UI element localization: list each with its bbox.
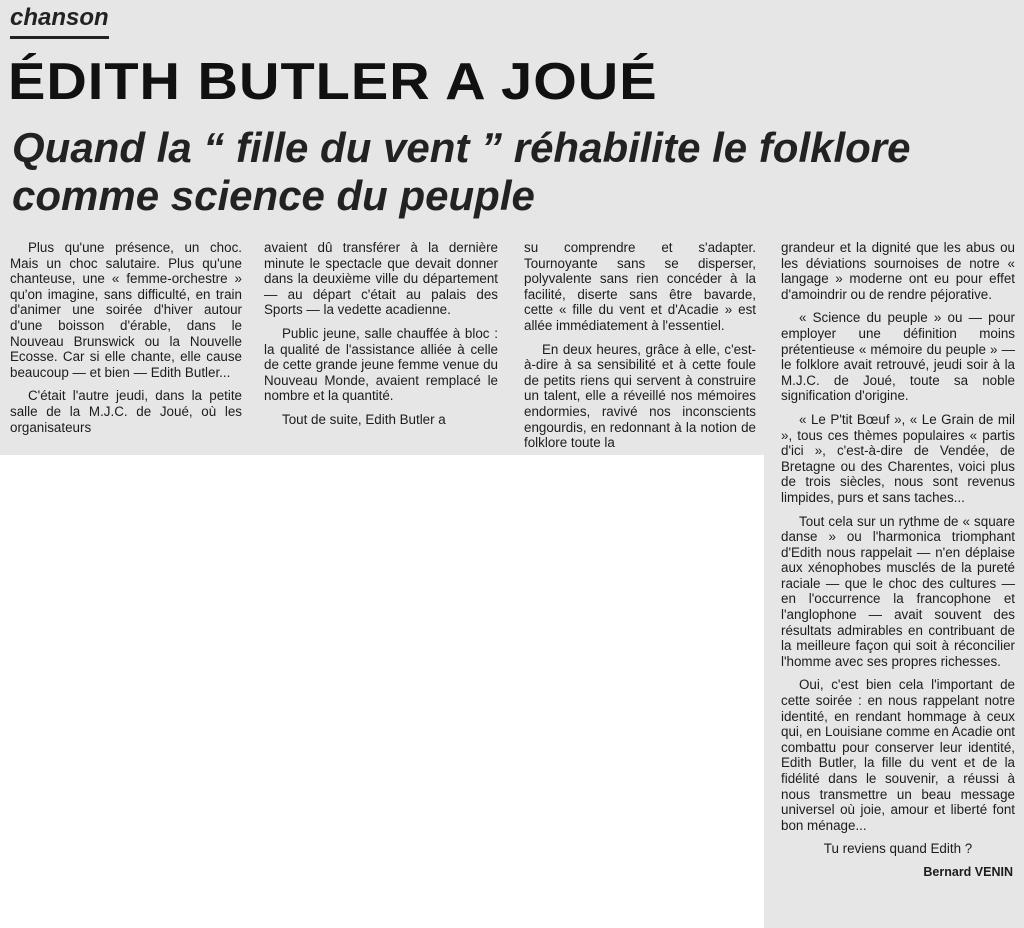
paragraph: su comprendre et s'adapter. Tournoyante sans se disperser, polyvalente sans rien concéder à la facilité, diserte sans être bavarde, cette « fille du vent et d'Acadie » est allée immédiatement à l'essentiel.: [524, 240, 756, 333]
article-column-4: [781, 240, 1015, 881]
paragraph: « Le P'tit Bœuf », « Le Grain de mil », tous ces thèmes populaires « partis d'ici », c'est-à-dire de Vendée, de Bretagne ou des Charentes, voici plus de trois siècles, nous sont revenus limpides, purs et sans taches...: [781, 411, 1015, 505]
paragraph: Tout cela sur un rythme de « square danse » ou l'harmonica triomphant d'Edith nous rappelait — n'en déplaise aux xénophobes musclés de la pureté raciale — que le choc des cultures — en l'occurrence la francophone et l'anglophone — avait souvent des résultats admirables en contribuant de la meilleure façon qui soit à réconcilier l'homme avec ses propres richesses.: [781, 513, 1015, 669]
closing-question: Tu reviens quand Edith ?: [823, 841, 973, 857]
paragraph: « Science du peuple » ou — pour employer une définition moins prétentieuse « mémoire du peuple » — le folklore avait retrouvé, jeudi soir à la M.J.C. de Joué, toute sa noble signification d'origine.: [781, 310, 1015, 404]
article-column-1: [10, 240, 242, 443]
subheadline: Quand la “ fille du vent ” réhabilite le folklore comme science du peuple: [12, 124, 911, 219]
article-column-3: [524, 240, 756, 459]
headline: ÉDITH BUTLER A JOUÉ: [8, 52, 658, 111]
paragraph: grandeur et la dignité que les abus ou les déviations sournoises de notre « langage » moderne ont eu pour effet d'amoindrir ou de rendre péjorative.: [781, 240, 1015, 302]
article-column-2: [264, 240, 498, 436]
paragraph: avaient dû transférer à la dernière minute le spectacle que devait donner dans la deuxième ville du département — au départ c'était au palais des Sports — la vedette acadienne.: [264, 240, 498, 318]
paragraph: Public jeune, salle chauffée à bloc : la qualité de l'assistance alliée à celle de cette grande jeune femme venue du Nouveau Monde, avaient remplacé le nombre et la quantité.: [264, 325, 498, 404]
paragraph: Plus qu'une présence, un choc. Mais un choc salutaire. Plus qu'une chanteuse, une « femme-orchestre » qu'on imagine, sans difficulté, en train d'animer une soirée d'hiver autour d'une boisson d'érable, dans le Nouveau Brunswick ou la Nouvelle Ecosse. Car si elle chante, elle cause beaucoup — et bien — Edith Butler...: [10, 240, 242, 380]
paragraph: Tout de suite, Edith Butler a: [282, 411, 446, 427]
paragraph: En deux heures, grâce à elle, c'est-à-dire à sa sensibilité et à cette foule de petits riens qui servent à construire un talent, elle a réveillé nos mémoires endormies, ravivé nos inconscients engourdis, en redonnant à la notion de folklore toute la: [524, 341, 756, 451]
rubric-label: chanson: [10, 4, 109, 39]
paragraph: Oui, c'est bien cela l'important de cette soirée : en nous rappelant notre identité, en rendant hommage à ceux qui, en Louisiane comme en Acadie ont combattu pour conserver leur identité, Edith Butler, la fille du vent et de la fidélité dans le souvenir, a réussi à nous transmettre un beau message universel où joie, amour et liberté font bon ménage...: [781, 677, 1015, 833]
paragraph: C'était l'autre jeudi, dans la petite salle de la M.J.C. de Joué, où les organisateurs: [10, 388, 242, 435]
author-signature: Bernard VENIN: [923, 864, 1013, 879]
